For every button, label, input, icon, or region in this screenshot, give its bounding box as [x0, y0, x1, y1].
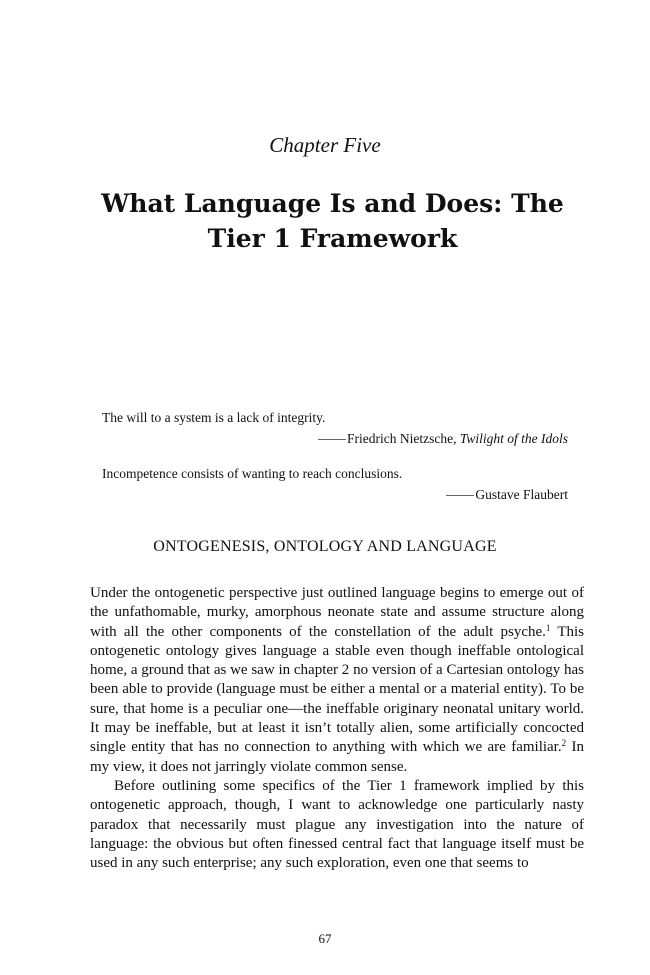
paragraph-text: This ontogenetic ontology gives language a stable even though ineffable ontological home, a ground that as we saw in chapter 2 no version of a Cartesian ontology has been able to provide (language must be either a mental or a material entity). To be sure, that home is a peculiar one—the ineffable originary neonatal unitary world. It may be ineffable, but at least it isn’t totally alien, some artificially concocted single entity that has no connection to anything with which we are familiar. [90, 623, 584, 756]
paragraph [90, 584, 584, 777]
section-heading: ONTOGENESIS, ONTOLOGY AND LANGUAGE [153, 538, 497, 555]
body-text [90, 584, 584, 873]
footnote-ref: 2 [561, 738, 567, 749]
epigraph-flaubert [102, 466, 568, 503]
page-number: 67 [318, 931, 332, 946]
footnote-ref: 1 [545, 622, 551, 633]
attribution-dash [318, 439, 346, 440]
paragraph-text: In my view, it does not jarringly violate common sense. [90, 739, 584, 775]
chapter-label: Chapter Five [269, 133, 381, 157]
attribution-dash [446, 495, 474, 496]
chapter-title: What Language Is and Does: The Tier 1 Framework [101, 189, 564, 253]
epigraph-attribution [102, 487, 568, 503]
epigraph-quote: The will to a system is a lack of integrity. [102, 410, 326, 425]
epigraph-author: Friedrich Nietzsche, [347, 431, 460, 446]
epigraph-author: Gustave Flaubert [475, 487, 568, 502]
epigraph-attribution [102, 431, 568, 447]
paragraph: Before outlining some specifics of the Tier 1 framework implied by this ontogenetic approach, though, I want to acknowledge one particularly nasty paradox that necessarily must plague any investigation into the nature of language: the obvious but often finessed central fact that language itself must be used in any such enterprise; any such exploration, even one that seems to [90, 777, 584, 872]
epigraph-quote: Incompetence consists of wanting to reach conclusions. [102, 466, 403, 481]
paragraph-text: Under the ontogenetic perspective just outlined language begins to emerge out of the unfathomable, murky, amorphous neonate state and assume structure along with all the other components of the constellation of the adult psyche. [90, 585, 584, 640]
epigraph-work-title: Twilight of the Idols [459, 431, 568, 446]
epigraph-nietzsche [102, 410, 568, 447]
